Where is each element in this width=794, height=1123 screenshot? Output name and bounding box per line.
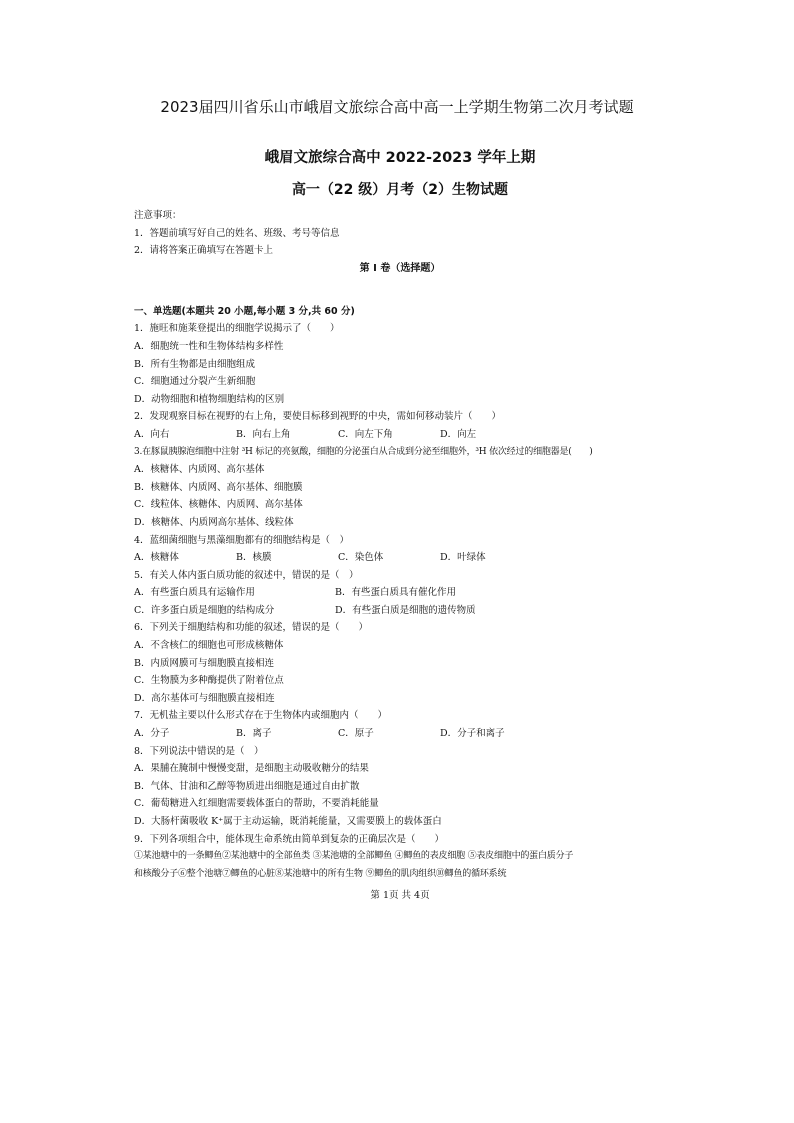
option-row — [134, 426, 666, 444]
option-c: C．葡萄糖进入红细胞需要载体蛋白的帮助，不要消耗能量 — [134, 798, 379, 810]
option-a: A．向右 — [134, 428, 170, 440]
option-a: A．核糖体 — [134, 552, 179, 564]
option-b: B．核糖体、内质网、高尔基体、细胞膜 — [134, 481, 303, 493]
question-8 — [134, 743, 666, 831]
option-c: C．细胞通过分裂产生新细胞 — [134, 376, 256, 388]
option-b: B．气体、甘油和乙醇等物质进出细胞是通过自由扩散 — [134, 780, 360, 792]
option-a: A．分子 — [134, 728, 170, 740]
option-b: B．内质网膜可与细胞膜直接相连 — [134, 657, 274, 669]
school-title: 峨眉文旅综合高中 2022-2023 学年上期 — [264, 150, 536, 166]
option-c: C．许多蛋白质是细胞的结构成分 — [134, 604, 275, 616]
question-stem: 5．有关人体内蛋白质功能的叙述中，错误的是（ ） — [134, 569, 359, 581]
question-detail-line: ①某池塘中的一条鲫鱼②某池塘中的全部鱼类 ③某池塘的全部鲫鱼 ④鲫鱼的表皮细胞 ⑤表皮细胞中的蛋白质分子 — [134, 851, 574, 862]
notice-item: 1．答题前填写好自己的姓名、班级、考号等信息 — [134, 227, 340, 239]
option-c: C．染色体 — [338, 552, 384, 564]
option-a: A．核糖体、内质网、高尔基体 — [134, 464, 265, 476]
question-stem: 6．下列关于细胞结构和功能的叙述，错误的是（ ） — [134, 622, 369, 634]
option-b: B．核膜 — [236, 552, 272, 564]
document-title: 2023届四川省乐山市峨眉文旅综合高中高一上学期生物第二次月考试题 — [160, 98, 634, 116]
option-d: D．高尔基体可与细胞膜直接相连 — [134, 692, 275, 704]
notice-item: 2．请将答案正确填写在答题卡上 — [134, 245, 274, 257]
question-4 — [134, 532, 666, 567]
option-a: A．细胞统一性和生物体结构多样性 — [134, 340, 284, 352]
question-5 — [134, 567, 666, 620]
question-stem: 4．蓝细菌细胞与黑藻细胞都有的细胞结构是（ ） — [134, 534, 350, 546]
question-6 — [134, 619, 666, 707]
option-d: D．分子和离子 — [440, 728, 505, 740]
section-title: 一、单选题(本题共 20 小题,每小题 3 分,共 60 分) — [134, 305, 355, 317]
part-title: 第 I 卷（选择题） — [359, 262, 441, 274]
question-9 — [134, 831, 666, 884]
page-footer: 第 1页 共 4页 — [370, 890, 430, 902]
option-row — [134, 549, 666, 567]
question-stem: 7．无机盐主要以什么形式存在于生物体内或细胞内（ ） — [134, 710, 388, 722]
exam-page — [134, 134, 666, 906]
question-stem: 8．下列说法中错误的是（ ） — [134, 745, 264, 757]
option-b: B．有些蛋白质具有催化作用 — [335, 587, 456, 599]
option-a: A．不含核仁的细胞也可形成核糖体 — [134, 640, 284, 652]
question-3 — [134, 444, 666, 532]
option-d: D．有些蛋白质是细胞的遗传物质 — [335, 604, 476, 616]
question-stem: 3.在豚鼠胰腺泡细胞中注射 ³H 标记的亮氨酸，细胞的分泌蛋白从合成到分泌至细胞外，³H 依次经过的细胞器是( ) — [134, 446, 593, 457]
option-a: A．有些蛋白质具有运输作用 — [134, 587, 255, 599]
question-stem: 1．施旺和施莱登提出的细胞学说揭示了（ ） — [134, 323, 340, 335]
question-detail-line: 和核酸分子⑥整个池塘⑦鲫鱼的心脏⑧某池塘中的所有生物 ⑨鲫鱼的肌肉组织⑩鲫鱼的循环系统 — [134, 868, 507, 879]
option-c: C．生物膜为多种酶提供了附着位点 — [134, 675, 284, 687]
option-b: B．离子 — [236, 728, 272, 740]
option-d: D．核糖体、内质网高尔基体、线粒体 — [134, 516, 294, 528]
option-row — [134, 584, 666, 602]
option-d: D．大肠杆菌吸收 K⁺属于主动运输，既消耗能量，又需要膜上的载体蛋白 — [134, 816, 442, 827]
option-d: D．动物细胞和植物细胞结构的区别 — [134, 393, 285, 405]
option-c: C．原子 — [338, 728, 374, 740]
option-c: C．线粒体、核糖体、内质网、高尔基体 — [134, 499, 303, 511]
notice-heading: 注意事项： — [134, 210, 182, 221]
option-d: D．叶绿体 — [440, 552, 486, 564]
option-b: B．向右上角 — [236, 428, 291, 440]
option-b: B．所有生物都是由细胞组成 — [134, 358, 255, 370]
question-7 — [134, 707, 666, 742]
question-1 — [134, 320, 666, 408]
option-a: A．果脯在腌制中慢慢变甜，是细胞主动吸收糖分的结果 — [134, 763, 369, 775]
exam-title: 高一（22 级）月考（2）生物试题 — [291, 182, 509, 198]
option-d: D．向左 — [440, 428, 477, 440]
notice-block — [134, 207, 666, 260]
question-stem: 9．下列各项组合中，能体现生命系统由简单到复杂的正确层次是（ ） — [134, 833, 445, 845]
option-c: C．向左下角 — [338, 428, 393, 440]
option-row — [134, 725, 666, 743]
option-row — [134, 602, 666, 620]
question-stem: 2．发现观察目标在视野的右上角，要使目标移到视野的中央，需如何移动装片（ ） — [134, 411, 502, 423]
question-2 — [134, 408, 666, 443]
